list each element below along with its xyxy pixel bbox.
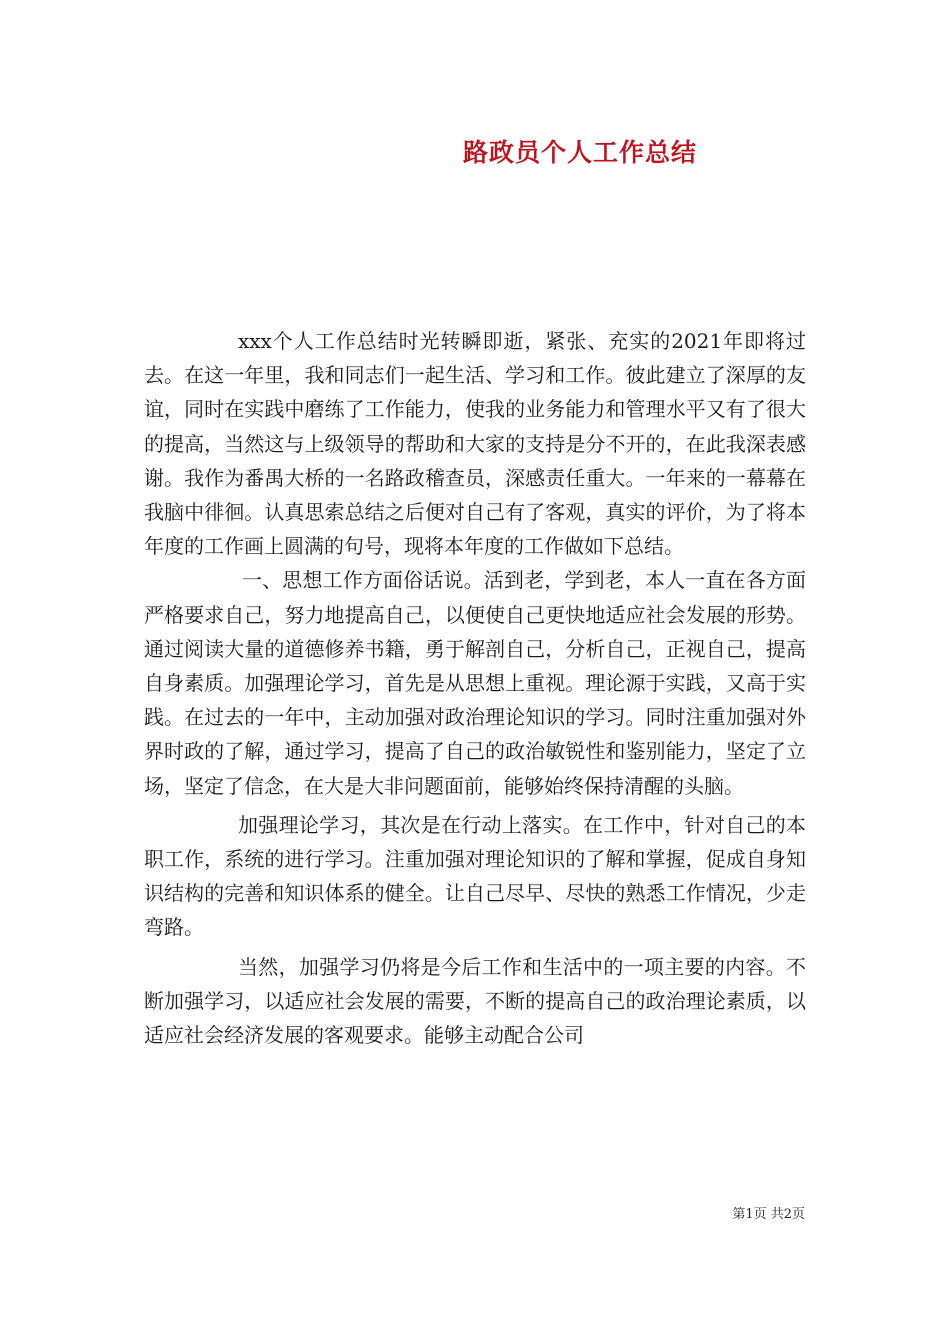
document-body <box>144 324 806 1052</box>
paragraph-ideology: 一、思想工作方面俗话说。活到老，学到老，本人一直在各方面严格要求自己，努力地提高自己，以便使自己更快地适应社会发展的形势。通过阅读大量的道德修养书籍，勇于解剖自己，分析自己，正视自己，提高自身素质。加强理论学习，首先是从思想上重视。理论源于实践，又高于实践。在过去的一年中，主动加强对政治理论知识的学习。同时注重加强对外界时政的了解，通过学习，提高了自己的政治敏锐性和鉴别能力，坚定了立场，坚定了信念，在大是大非问题面前，能够始终保持清醒的头脑。 <box>144 568 806 798</box>
document-title: 路政员个人工作总结 <box>462 138 697 167</box>
paragraph-theory-practice: 加强理论学习，其次是在行动上落实。在工作中，针对自己的本职工作，系统的进行学习。注重加强对理论知识的了解和掌握，促成自身知识结构的完善和知识体系的健全。让自己尽早、尽快的熟悉工作情况，少走弯路。 <box>144 812 806 940</box>
page-number-footer: 第1页 共2页 <box>732 1207 805 1222</box>
paragraph-intro: xxx个人工作总结时光转瞬即逝，紧张、充实的2021年即将过去。在这一年里，我和同志们一起生活、学习和工作。彼此建立了深厚的友谊，同时在实践中磨练了工作能力，使我的业务能力和管理水平又有了很大的提高，当然这与上级领导的帮助和大家的支持是分不开的，在此我深表感谢。我作为番禺大桥的一名路政稽查员，深感责任重大。一年来的一幕幕在我脑中徘徊。认真思索总结之后便对自己有了客观，真实的评价，为了将本年度的工作画上圆满的句号，现将本年度的工作做如下总结。 <box>144 329 806 559</box>
paragraph-continued-study: 当然，加强学习仍将是今后工作和生活中的一项主要的内容。不断加强学习，以适应社会发展的需要，不断的提高自己的政治理论素质，以适应社会经济发展的客观要求。能够主动配合公司 <box>144 954 806 1048</box>
